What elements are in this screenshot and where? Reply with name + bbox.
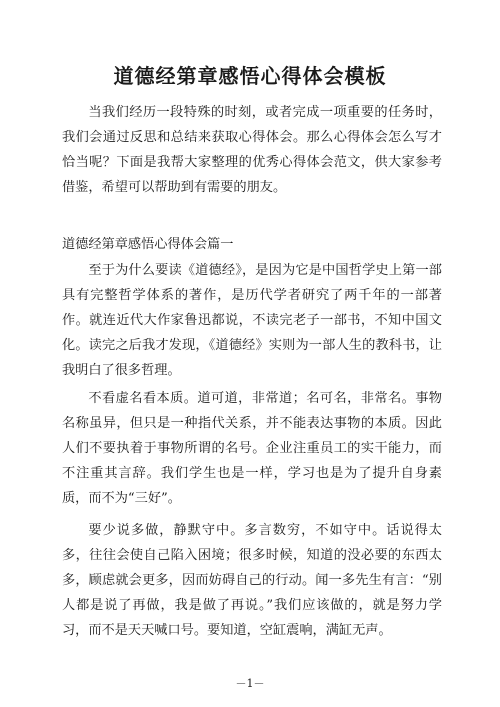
body-paragraph-1: 至于为什么要读《道德经》，是因为它是中国哲学史上第一部具有完整哲学体系的著作，是历代学者研究了两千年的一部著作。就连近代大作家鲁迅都说，不读完老子一部书，不知中国文化。读完之后我才发现，《道德经》实则为一部人生的教科书，让我明白了很多哲理。: [62, 263, 442, 378]
page-number: －1－: [235, 677, 265, 690]
section-heading: 道德经第章感悟心得体会篇一: [62, 237, 234, 252]
body-paragraph-3: 要少说多做，静默守中。多言数穷，不如守中。话说得太多，往往会使自己陷入困境；很多时候，知道的没必要的东西太多，顾虑就会更多，因而妨碍自己的行动。闻一多先生有言：“别人都是说了再做，我是做了再说。”我们应该做的，就是努力学习，而不是天天喊口号。要知道，空缸震响，满缸无声。: [62, 523, 442, 638]
body-paragraph-2: 不看虚名看本质。道可道，非常道；名可名，非常名。事物名称虽异，但只是一种指代关系，并不能表达事物的本质。因此人们不要执着于事物所谓的名号。企业注重员工的实干能力，而不注重其言辞。我们学生也是一样，学习也是为了提升自身素质，而不为“三好”。: [62, 391, 442, 506]
intro-paragraph: 当我们经历一段特殊的时刻，或者完成一项重要的任务时，我们会通过反思和总结来获取心得体会。那么心得体会怎么写才恰当呢？下面是我帮大家整理的优秀心得体会范文，供大家参考借鉴，希望可以帮助到有需要的朋友。: [62, 105, 442, 195]
document-title: 道德经第章感悟心得体会模板: [113, 64, 387, 88]
